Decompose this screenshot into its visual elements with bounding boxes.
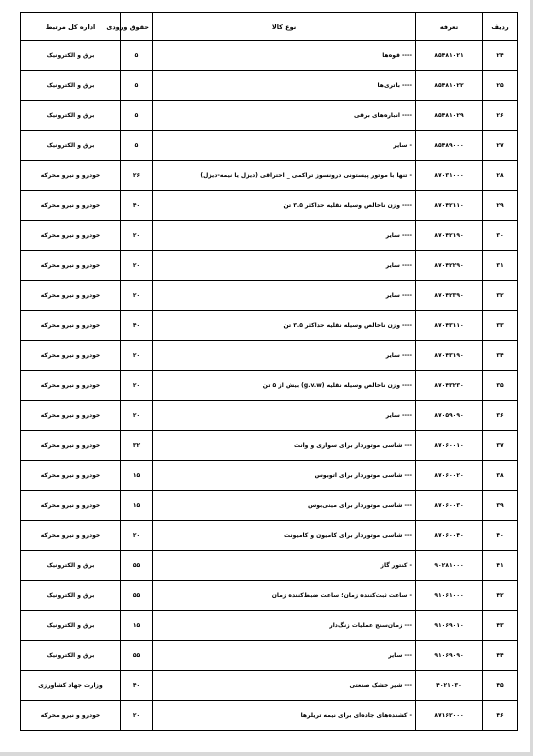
table-row	[21, 311, 518, 341]
department-cell: برق و الکترونیک	[21, 71, 121, 101]
goods-description-cell: --- سایر	[153, 641, 416, 671]
import-duty-cell: ۵	[121, 71, 153, 101]
page-edge-bottom	[0, 752, 533, 756]
department-cell: خودرو و نیرو محرکه	[21, 491, 121, 521]
row-number-cell: ۴۴	[483, 641, 518, 671]
tariff-code-cell: ۸۷۰۶۰۰۴۰	[416, 521, 483, 551]
import-duty-cell: ۵۵	[121, 551, 153, 581]
tariff-code-cell: ۸۷۰۴۲۱۹۰	[416, 221, 483, 251]
row-number-cell: ۴۳	[483, 611, 518, 641]
import-duty-cell: ۲۰	[121, 701, 153, 731]
department-cell: خودرو و نیرو محرکه	[21, 461, 121, 491]
import-duty-cell: ۲۰	[121, 221, 153, 251]
tariff-code-cell: ۹۰۲۸۱۰۰۰	[416, 551, 483, 581]
tariff-code-cell: ۸۷۰۴۳۱۱۰	[416, 311, 483, 341]
table-row	[21, 491, 518, 521]
row-number-cell: ۲۷	[483, 131, 518, 161]
table-row	[21, 251, 518, 281]
tariff-code-cell: ۸۷۰۴۳۲۳۰	[416, 371, 483, 401]
row-number-cell: ۲۴	[483, 41, 518, 71]
import-duty-cell: ۵	[121, 41, 153, 71]
import-duty-cell: ۵	[121, 101, 153, 131]
row-number-cell: ۲۵	[483, 71, 518, 101]
tariff-code-cell: ۹۱۰۶۹۰۹۰	[416, 641, 483, 671]
table-body	[21, 41, 518, 731]
row-number-cell: ۴۵	[483, 671, 518, 701]
department-cell: خودرو و نیرو محرکه	[21, 251, 121, 281]
tariff-code-cell: ۸۷۰۳۱۰۰۰	[416, 161, 483, 191]
department-cell: خودرو و نیرو محرکه	[21, 521, 121, 551]
row-number-cell: ۳۷	[483, 431, 518, 461]
row-number-cell: ۴۱	[483, 551, 518, 581]
row-number-cell: ۳۶	[483, 401, 518, 431]
row-number-cell: ۳۳	[483, 311, 518, 341]
tariff-code-cell: ۸۷۱۶۲۰۰۰	[416, 701, 483, 731]
goods-description-cell: ---- قوه‌ها	[153, 41, 416, 71]
tariff-code-cell: ۸۵۴۸۱۰۲۹	[416, 101, 483, 131]
department-cell: برق و الکترونیک	[21, 641, 121, 671]
goods-description-cell: ---- سایر	[153, 341, 416, 371]
header-tariff: تعرفه	[416, 13, 483, 41]
department-cell: برق و الکترونیک	[21, 611, 121, 641]
header-related-department: اداره کل مرتبط	[21, 13, 121, 41]
department-cell: خودرو و نیرو محرکه	[21, 401, 121, 431]
table-row	[21, 101, 518, 131]
table-row	[21, 521, 518, 551]
import-duty-cell: ۴۰	[121, 191, 153, 221]
table-row	[21, 161, 518, 191]
import-duty-cell: ۲۰	[121, 341, 153, 371]
table-row	[21, 371, 518, 401]
tariff-code-cell: ۹۱۰۶۹۰۱۰	[416, 611, 483, 641]
goods-description-cell: ---- سایر	[153, 281, 416, 311]
import-duty-cell: ۲۰	[121, 281, 153, 311]
row-number-cell: ۲۸	[483, 161, 518, 191]
table-row	[21, 71, 518, 101]
goods-description-cell: - کشنده‌های جاده‌ای برای نیمه تریلرها	[153, 701, 416, 731]
goods-description-cell: - کنتور گاز	[153, 551, 416, 581]
row-number-cell: ۳۴	[483, 341, 518, 371]
import-duty-cell: ۲۰	[121, 521, 153, 551]
row-number-cell: ۴۶	[483, 701, 518, 731]
goods-description-cell: ---- وزن ناخالص وسیله نقلیه (g.v.w) بیش از ۵ تن	[153, 371, 416, 401]
tariff-code-cell: ۸۵۴۸۹۰۰۰	[416, 131, 483, 161]
row-number-cell: ۴۲	[483, 581, 518, 611]
table-row	[21, 401, 518, 431]
tariff-code-cell: ۸۷۰۶۰۰۱۰	[416, 431, 483, 461]
department-cell: برق و الکترونیک	[21, 581, 121, 611]
import-duty-cell: ۲۰	[121, 371, 153, 401]
goods-description-cell: ---- باتری‌ها	[153, 71, 416, 101]
table-row	[21, 671, 518, 701]
department-cell: برق و الکترونیک	[21, 41, 121, 71]
goods-description-cell: ---- وزن ناخالص وسیله نقلیه حداکثر ۳.۵ تن	[153, 311, 416, 341]
goods-description-cell: ---- سایر	[153, 251, 416, 281]
import-duty-cell: ۱۵	[121, 461, 153, 491]
import-duty-cell: ۴۰	[121, 311, 153, 341]
row-number-cell: ۳۵	[483, 371, 518, 401]
department-cell: خودرو و نیرو محرکه	[21, 281, 121, 311]
import-duty-cell: ۲۶	[121, 161, 153, 191]
department-cell: خودرو و نیرو محرکه	[21, 311, 121, 341]
table-row	[21, 191, 518, 221]
table-row	[21, 41, 518, 71]
import-duty-cell: ۵۵	[121, 641, 153, 671]
goods-description-cell: --- شیر خشک صنعتی	[153, 671, 416, 701]
goods-description-cell: --- شاسی موتوردار برای مینی‌بوس	[153, 491, 416, 521]
goods-description-cell: ---- سایر	[153, 401, 416, 431]
goods-description-cell: - تنها با موتور پیستونی درونسوز تراکمی _ احتراقی (دیزل یا نیمه-دیزل)	[153, 161, 416, 191]
tariff-code-cell: ۸۷۰۴۲۲۹۰	[416, 251, 483, 281]
goods-description-cell: ---- سایر	[153, 221, 416, 251]
import-duty-cell: ۴۰	[121, 671, 153, 701]
row-number-cell: ۴۰	[483, 521, 518, 551]
import-duty-cell: ۲۰	[121, 251, 153, 281]
header-import-duty: حقوق ورودی	[121, 13, 153, 41]
table-row	[21, 461, 518, 491]
row-number-cell: ۲۹	[483, 191, 518, 221]
import-duty-cell: ۱۵	[121, 611, 153, 641]
table-row	[21, 431, 518, 461]
department-cell: خودرو و نیرو محرکه	[21, 371, 121, 401]
table-header-row	[21, 13, 518, 41]
row-number-cell: ۳۰	[483, 221, 518, 251]
goods-description-cell: ---- انباره‌های برقی	[153, 101, 416, 131]
goods-description-cell: --- زمان‌سنج عملیات زنگ‌دار	[153, 611, 416, 641]
department-cell: خودرو و نیرو محرکه	[21, 701, 121, 731]
tariff-code-cell: ۸۷۰۴۲۱۱۰	[416, 191, 483, 221]
import-duty-cell: ۲۰	[121, 401, 153, 431]
tariff-code-cell: ۸۵۴۸۱۰۲۲	[416, 71, 483, 101]
department-cell: خودرو و نیرو محرکه	[21, 341, 121, 371]
department-cell: برق و الکترونیک	[21, 101, 121, 131]
row-number-cell: ۳۸	[483, 461, 518, 491]
table-row	[21, 131, 518, 161]
tariff-code-cell: ۴۰۲۱۰۳۰	[416, 671, 483, 701]
goods-description-cell: --- شاسی موتوردار برای سواری و وانت	[153, 431, 416, 461]
table-row	[21, 581, 518, 611]
goods-description-cell: - سایر	[153, 131, 416, 161]
goods-description-cell: ---- وزن ناخالص وسیله نقلیه حداکثر ۳.۵ تن	[153, 191, 416, 221]
table-row	[21, 611, 518, 641]
department-cell: وزارت جهاد کشاورزی	[21, 671, 121, 701]
tariff-code-cell: ۸۷۰۶۰۰۲۰	[416, 461, 483, 491]
import-duty-cell: ۵۵	[121, 581, 153, 611]
goods-description-cell: - ساعت ثبت‌کننده زمان؛ ساعت ضبط‌کننده زمان	[153, 581, 416, 611]
import-duty-cell: ۱۵	[121, 491, 153, 521]
tariff-code-cell: ۸۷۰۵۹۰۹۰	[416, 401, 483, 431]
row-number-cell: ۳۹	[483, 491, 518, 521]
tariff-code-cell: ۹۱۰۶۱۰۰۰	[416, 581, 483, 611]
header-row-number: ردیف	[483, 13, 518, 41]
tariff-code-cell: ۸۵۴۸۱۰۲۱	[416, 41, 483, 71]
row-number-cell: ۲۶	[483, 101, 518, 131]
import-duty-cell: ۳۲	[121, 431, 153, 461]
department-cell: خودرو و نیرو محرکه	[21, 431, 121, 461]
table-row	[21, 341, 518, 371]
table-row	[21, 701, 518, 731]
department-cell: برق و الکترونیک	[21, 551, 121, 581]
table-row	[21, 641, 518, 671]
department-cell: خودرو و نیرو محرکه	[21, 221, 121, 251]
tariff-table	[20, 12, 518, 731]
table-row	[21, 281, 518, 311]
department-cell: برق و الکترونیک	[21, 131, 121, 161]
department-cell: خودرو و نیرو محرکه	[21, 161, 121, 191]
goods-description-cell: --- شاسی موتوردار برای اتوبوس	[153, 461, 416, 491]
tariff-code-cell: ۸۷۰۴۲۳۹۰	[416, 281, 483, 311]
row-number-cell: ۳۲	[483, 281, 518, 311]
table-row	[21, 551, 518, 581]
header-goods-type: نوع کالا	[153, 13, 416, 41]
tariff-code-cell: ۸۷۰۴۳۱۹۰	[416, 341, 483, 371]
table-row	[21, 221, 518, 251]
department-cell: خودرو و نیرو محرکه	[21, 191, 121, 221]
tariff-code-cell: ۸۷۰۶۰۰۳۰	[416, 491, 483, 521]
goods-description-cell: --- شاسی موتوردار برای کامیون و کامیونت	[153, 521, 416, 551]
row-number-cell: ۳۱	[483, 251, 518, 281]
import-duty-cell: ۵	[121, 131, 153, 161]
